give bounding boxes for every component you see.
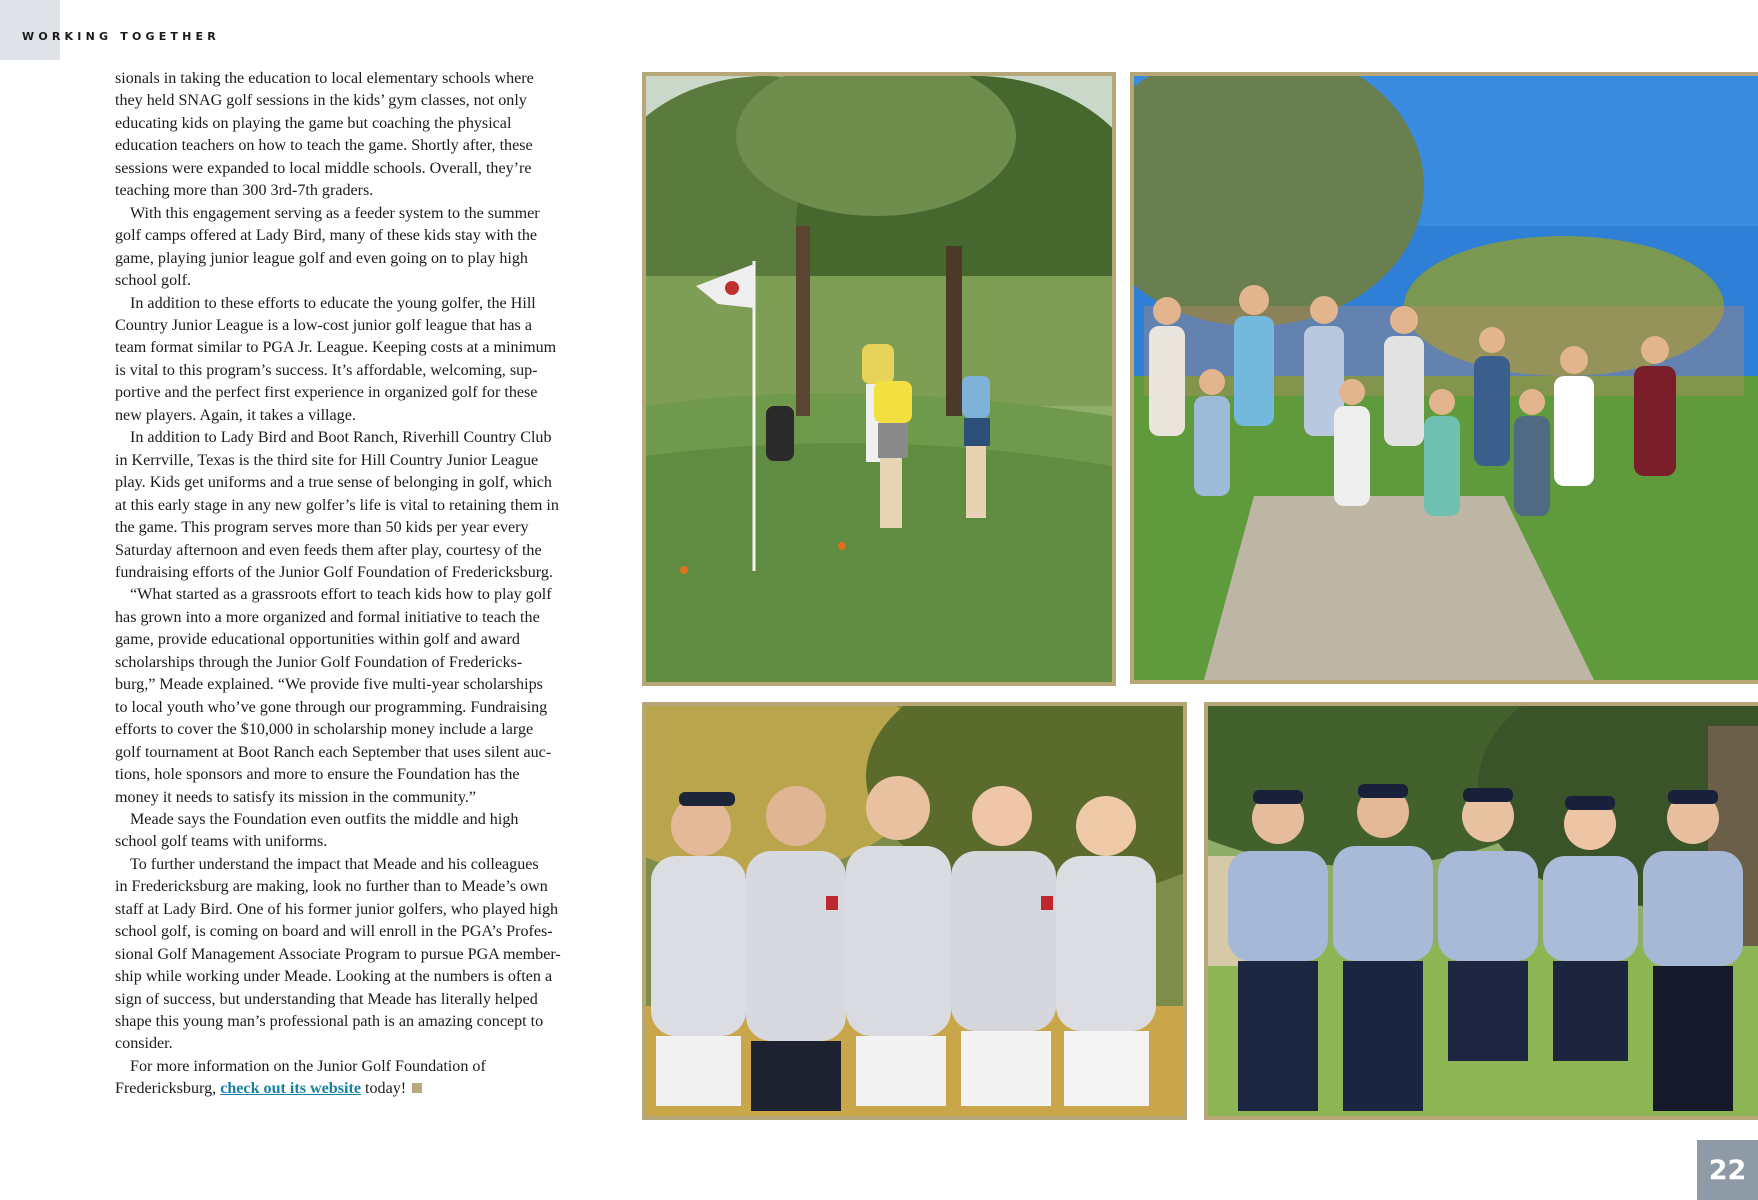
article-line: Saturday afternoon and even feeds them after play, courtesy of the — [115, 541, 542, 559]
photo-boys-golf-team — [1204, 702, 1758, 1120]
article-line: staff at Lady Bird. One of his former junior golfers, who played high — [115, 900, 559, 918]
article-line: has grown into a more organized and formal initiative to teach the — [115, 608, 540, 626]
article-line: portive and the perfect first experience in organized golf for these — [115, 384, 538, 402]
photo-junior-league-group — [1130, 72, 1758, 684]
article-line: sessions were expanded to local middle schools. Overall, they’re — [115, 159, 532, 177]
foundation-website-link[interactable]: check out its website — [220, 1080, 361, 1098]
page-number: 22 — [1697, 1140, 1758, 1200]
article-line: “What started as a grassroots effort to teach kids how to play golf — [130, 586, 552, 604]
article-line: fundraising efforts of the Junior Golf Foundation of Fredericksburg. — [115, 563, 553, 581]
article-line: educating kids on playing the game but coaching the physical — [115, 114, 512, 132]
article-line: With this engagement serving as a feeder system to the summer — [130, 204, 540, 222]
article-line: to local youth who’ve gone through our programming. Fundraising — [115, 698, 548, 716]
section-label: WORKING TOGETHER — [22, 30, 220, 43]
article-line: money it needs to satisfy its mission in the community.” — [115, 788, 477, 806]
article-line: In addition to these efforts to educate the young golfer, the Hill — [130, 294, 536, 312]
article-line: they held SNAG golf sessions in the kids’ gym classes, not only — [115, 92, 527, 110]
article-line: sign of success, but understanding that Meade has literally helped — [115, 990, 538, 1008]
article-line: education teachers on how to teach the game. Shortly after, these — [115, 137, 533, 155]
article-line: the game. This program serves more than 50 kids per year every — [115, 519, 529, 537]
photo-kids-putting — [642, 72, 1116, 686]
article-line: school golf. — [115, 272, 191, 290]
last-line-prefix: Fredericksburg, — [115, 1080, 221, 1098]
article-line: golf camps offered at Lady Bird, many of these kids stay with the — [115, 227, 538, 245]
article-line: sional Golf Management Associate Program to pursue PGA member- — [115, 945, 561, 963]
article-line: For more information on the Junior Golf Foundation of — [130, 1057, 486, 1075]
article-line: in Kerrville, Texas is the third site for Hill Country Junior League — [115, 451, 539, 469]
article-line: in Fredericksburg are making, look no further than to Meade’s own — [115, 878, 548, 896]
article-line: burg,” Meade explained. “We provide five multi-year scholarships — [115, 676, 543, 694]
article-line: To further understand the impact that Meade and his colleagues — [130, 855, 539, 873]
article-line: scholarships through the Junior Golf Foundation of Fredericks- — [115, 653, 523, 671]
last-line-suffix: today! — [361, 1080, 407, 1098]
article-line: tions, hole sponsors and more to ensure the Foundation has the — [115, 766, 520, 784]
article-line: ship while working under Meade. Looking at the numbers is often a — [115, 968, 553, 986]
article-line: school golf teams with uniforms. — [115, 833, 328, 851]
article-line: Country Junior League is a low-cost junior golf league that has a — [115, 316, 532, 334]
article-line: game, playing junior league golf and even going on to play high — [115, 249, 528, 267]
photo-girls-golf-team — [642, 702, 1187, 1120]
article-line: efforts to cover the $10,000 in scholarship money include a large — [115, 721, 534, 739]
article-body — [115, 68, 620, 1101]
article-line: teaching more than 300 3rd-7th graders. — [115, 182, 374, 200]
article-line: In addition to Lady Bird and Boot Ranch, Riverhill Country Club — [130, 429, 552, 447]
article-line: at this early stage in any new golfer’s life is vital to retaining them in — [115, 496, 559, 514]
article-line: golf tournament at Boot Ranch each September that uses silent auc- — [115, 743, 552, 761]
article-line: game, provide educational opportunities within golf and award — [115, 631, 520, 649]
article-line: consider. — [115, 1035, 173, 1053]
article-line: shape this young man’s professional path is an amazing concept to — [115, 1013, 544, 1031]
article-line: Meade says the Foundation even outfits the middle and high — [130, 810, 519, 828]
article-line: play. Kids get uniforms and a true sense of belonging in golf, which — [115, 474, 552, 492]
article-lines — [115, 68, 620, 1078]
article-line: school golf, is coming on board and will enroll in the PGA’s Profes- — [115, 923, 553, 941]
article-line: new players. Again, it takes a village. — [115, 406, 356, 424]
article-line: is vital to this program’s success. It’s affordable, welcoming, sup- — [115, 361, 538, 379]
article-line: sionals in taking the education to local elementary schools where — [115, 70, 534, 87]
end-of-article-mark — [412, 1083, 422, 1093]
article-last-line — [115, 1078, 620, 1100]
article-line: team format similar to PGA Jr. League. Keeping costs at a minimum — [115, 339, 557, 357]
